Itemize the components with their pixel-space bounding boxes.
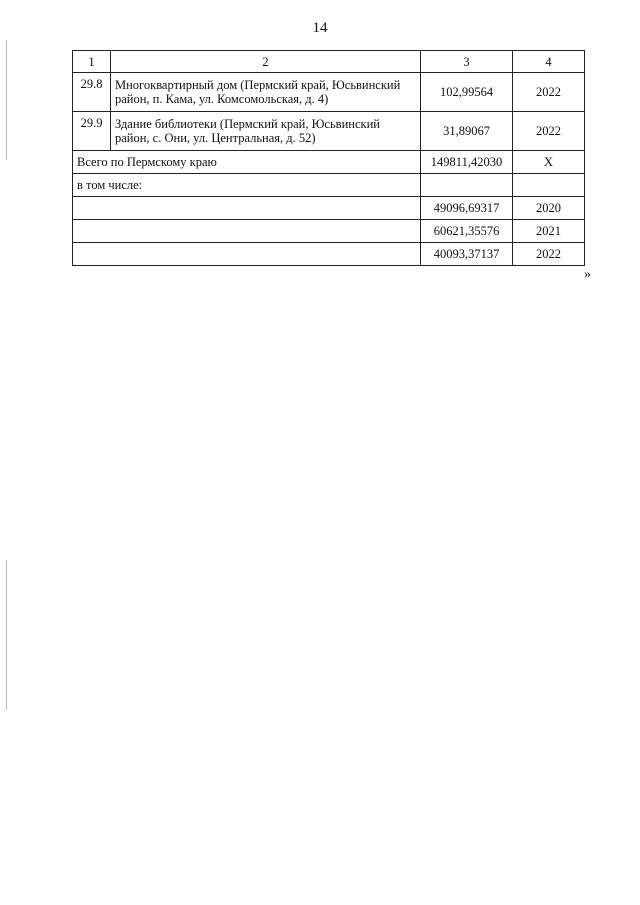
table-row	[73, 112, 585, 151]
amount-cell: 49096,69317	[421, 197, 513, 220]
year-cell: 2020	[513, 197, 585, 220]
table-row	[73, 73, 585, 112]
year-cell: 2022	[513, 112, 585, 151]
empty-cell	[73, 197, 421, 220]
amount-cell: 31,89067	[421, 112, 513, 151]
breakdown-row	[73, 220, 585, 243]
empty-cell	[421, 174, 513, 197]
total-row	[73, 151, 585, 174]
empty-cell	[73, 220, 421, 243]
column-header: 1	[73, 51, 111, 73]
empty-cell	[513, 174, 585, 197]
amount-cell: 60621,35576	[421, 220, 513, 243]
data-table	[72, 50, 585, 266]
empty-cell	[73, 243, 421, 266]
column-header: 3	[421, 51, 513, 73]
year-cell: 2022	[513, 243, 585, 266]
scan-margin-line	[6, 560, 7, 710]
total-year: X	[513, 151, 585, 174]
amount-cell: 40093,37137	[421, 243, 513, 266]
including-row	[73, 174, 585, 197]
year-cell: 2021	[513, 220, 585, 243]
amount-cell: 102,99564	[421, 73, 513, 112]
object-name: Многоквартирный дом (Пермский край, Юсьвинский район, п. Кама, ул. Комсомольская, д. 4)	[111, 73, 421, 112]
closing-quote: »	[584, 267, 591, 282]
total-amount: 149811,42030	[421, 151, 513, 174]
scan-margin-line	[6, 40, 7, 160]
breakdown-row	[73, 197, 585, 220]
column-header: 2	[111, 51, 421, 73]
object-name: Здание библиотеки (Пермский край, Юсьвинский район, с. Они, ул. Центральная, д. 52)	[111, 112, 421, 151]
row-number: 29.8	[73, 73, 111, 112]
year-cell: 2022	[513, 73, 585, 112]
including-label: в том числе:	[73, 174, 421, 197]
page-number: 14	[312, 20, 328, 36]
row-number: 29.9	[73, 112, 111, 151]
breakdown-row	[73, 243, 585, 266]
total-label: Всего по Пермскому краю	[73, 151, 421, 174]
table-header-row	[73, 51, 585, 73]
column-header: 4	[513, 51, 585, 73]
